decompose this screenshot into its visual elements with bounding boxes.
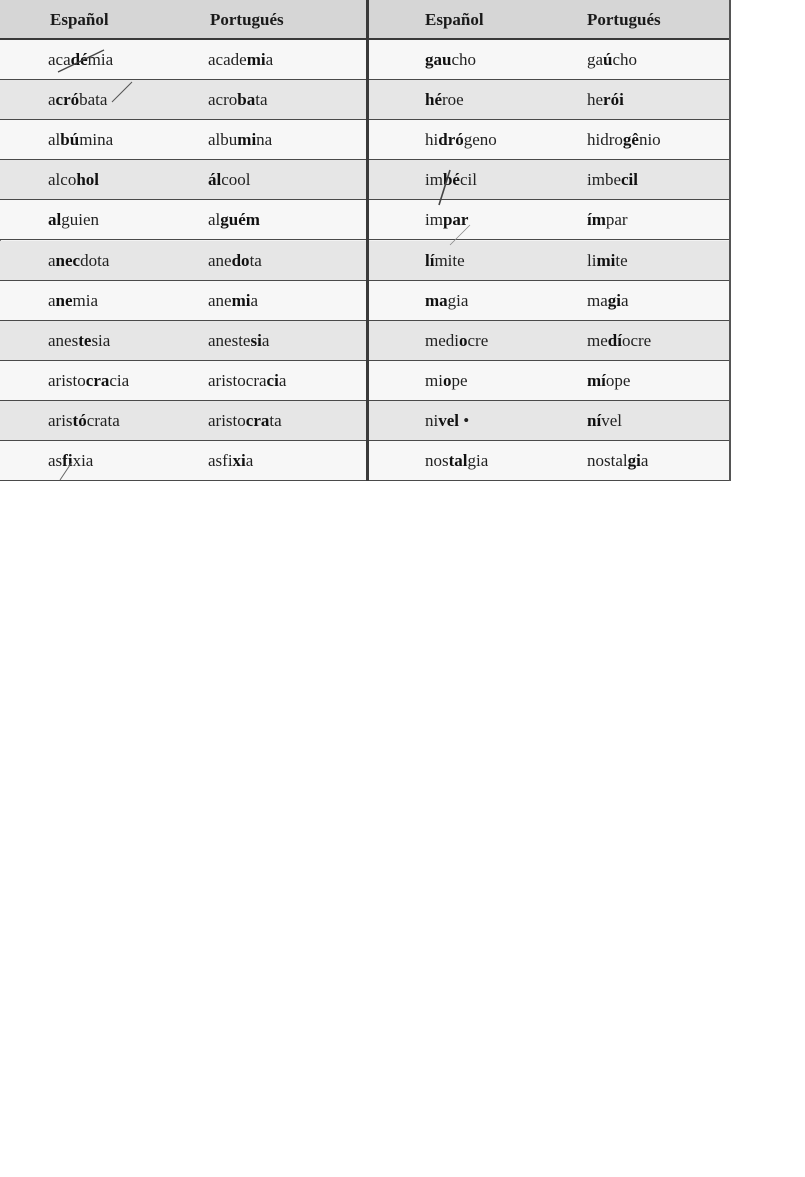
syllable: asfi [208, 451, 233, 470]
syllable: dota [80, 250, 110, 270]
syllable: anes [48, 330, 79, 350]
syllable: na [256, 130, 273, 150]
spanish-word [48, 371, 129, 391]
stressed-syllable: bé [442, 170, 460, 190]
syllable: a [261, 330, 270, 350]
syllable: a [265, 50, 274, 69]
stressed-syllable: lí [425, 250, 435, 270]
table-row [369, 160, 731, 200]
syllable: alco [48, 170, 77, 190]
stressed-syllable: ím [587, 210, 606, 230]
syllable: mia [72, 290, 99, 310]
syllable: ocre [621, 330, 652, 350]
portuguese-word [208, 451, 253, 471]
portuguese-word [208, 90, 268, 110]
stressed-syllable: mí [587, 370, 606, 390]
stressed-syllable: te [78, 330, 92, 350]
stressed-syllable: ne [55, 290, 73, 310]
stressed-syllable: cra [85, 370, 110, 390]
portuguese-word [208, 130, 272, 150]
portuguese-word [208, 251, 262, 271]
stressed-syllable: mi [246, 50, 266, 69]
syllable: mi [425, 370, 443, 390]
stressed-syllable: ba [237, 90, 256, 110]
syllable: ga [587, 50, 604, 69]
syllable: as [48, 451, 63, 470]
spanish-word [425, 170, 477, 190]
syllable: hidro [587, 130, 623, 150]
syllable: geno [463, 130, 497, 150]
syllable: aca [48, 50, 71, 69]
spanish-word [425, 210, 468, 230]
syllable: a [621, 290, 629, 310]
syllable: aristocra [208, 370, 267, 390]
stressed-syllable: dí [607, 330, 622, 350]
syllable: crata [86, 410, 120, 430]
portuguese-word [587, 170, 638, 190]
stressed-syllable: mi [596, 250, 616, 270]
stressed-syllable: fi [62, 451, 73, 470]
syllable: medi [425, 330, 459, 350]
stressed-syllable: nec [55, 250, 81, 270]
stressed-syllable: gê [622, 130, 639, 150]
syllable: hi [425, 130, 439, 150]
table-row [0, 361, 366, 401]
spanish-word [48, 331, 110, 351]
syllable: ma [587, 290, 608, 310]
stressed-syllable: vel [438, 410, 460, 430]
table-row [369, 361, 731, 401]
syllable: ope [605, 370, 631, 390]
portuguese-word [208, 50, 273, 70]
syllable: nos [425, 451, 449, 470]
header-portuguese: Portugués [210, 10, 284, 29]
stressed-syllable: cra [245, 410, 270, 430]
syllable: bata [79, 90, 108, 110]
syllable: albu [208, 130, 238, 150]
syllable: cool [221, 170, 251, 190]
table-row [369, 401, 731, 441]
syllable: ane [208, 290, 232, 310]
stressed-syllable: mi [231, 290, 251, 310]
stressed-syllable: ma [425, 290, 448, 310]
syllable: cho [612, 50, 638, 69]
portuguese-word [587, 50, 637, 70]
stressed-syllable: o [459, 330, 468, 350]
left-column-panel [0, 0, 366, 481]
table-row [369, 80, 731, 120]
spanish-word [48, 90, 107, 110]
table-row [369, 441, 731, 481]
stressed-syllable: ú [603, 50, 613, 69]
spanish-word [425, 130, 497, 150]
syllable: mia [87, 50, 114, 69]
stressed-syllable: tal [448, 451, 468, 470]
syllable: he [587, 90, 604, 110]
spanish-word [425, 50, 476, 70]
table-row [369, 241, 731, 281]
portuguese-word [208, 371, 286, 391]
syllable: a [278, 370, 287, 390]
syllable: me [587, 330, 608, 350]
spanish-word [48, 251, 109, 271]
spanish-word [425, 411, 469, 431]
spanish-word [48, 130, 113, 150]
portuguese-word [208, 210, 260, 230]
table-row [0, 40, 366, 80]
stressed-syllable: o [442, 370, 452, 390]
spanish-word [48, 50, 113, 70]
syllable: sia [91, 330, 111, 350]
syllable: li [587, 250, 597, 270]
table-row [0, 401, 366, 441]
syllable: mite [434, 250, 465, 270]
syllable: ta [269, 410, 282, 430]
table-row [369, 200, 731, 240]
syllable: cho [451, 50, 477, 69]
syllable: aris [48, 410, 73, 430]
syllable: nostal [587, 451, 628, 470]
header-portuguese: Portugués [587, 10, 661, 29]
syllable: acade [208, 50, 247, 69]
stressed-syllable: ci [266, 370, 279, 390]
portuguese-word [208, 411, 282, 431]
spanish-word [425, 291, 468, 311]
right-column-panel [369, 0, 731, 481]
syllable: cia [109, 370, 130, 390]
portuguese-word [587, 291, 629, 311]
syllable: pe [451, 370, 468, 390]
syllable: nio [638, 130, 661, 150]
table-row [0, 200, 366, 240]
syllable: cil [459, 170, 477, 190]
syllable: aneste [208, 330, 251, 350]
spanish-word [425, 331, 488, 351]
table-right-edge [729, 0, 731, 481]
stressed-syllable: hé [425, 90, 442, 110]
syllable: • [459, 410, 470, 430]
syllable: gia [467, 451, 489, 470]
portuguese-word [587, 130, 661, 150]
syllable: guien [61, 210, 100, 230]
syllable: vel [601, 410, 622, 430]
syllable: a [48, 250, 56, 270]
table-row [0, 321, 366, 361]
syllable: xia [72, 451, 94, 470]
syllable: mina [79, 130, 114, 150]
syllable: te [615, 250, 628, 270]
syllable: aristo [208, 410, 246, 430]
stressed-syllable: xi [232, 451, 246, 470]
spanish-word [425, 371, 468, 391]
syllable: cre [467, 330, 489, 350]
stressed-syllable: hol [76, 170, 100, 190]
stressed-syllable: tó [72, 410, 87, 430]
syllable: ni [425, 410, 439, 430]
stressed-syllable: ní [587, 410, 602, 430]
table-row [369, 321, 731, 361]
syllable: im [425, 170, 443, 190]
portuguese-word [587, 371, 630, 391]
stressed-syllable: gau [425, 50, 452, 69]
portuguese-word [208, 170, 251, 190]
stressed-syllable: rói [603, 90, 624, 110]
table-row [0, 281, 366, 321]
left-header-row [0, 0, 366, 40]
right-header-row [369, 0, 731, 40]
portuguese-word [587, 210, 628, 230]
header-spanish: Español [50, 10, 109, 29]
portuguese-word [587, 251, 628, 271]
syllable: a [640, 451, 649, 470]
stressed-syllable: ál [208, 170, 222, 190]
syllable: ta [255, 90, 268, 110]
header-spanish: Español [425, 10, 484, 29]
syllable: ta [249, 250, 262, 270]
stressed-syllable: gi [607, 290, 622, 310]
portuguese-word [587, 331, 651, 351]
stressed-syllable: cil [621, 170, 638, 190]
table-row [369, 40, 731, 80]
spanish-word [48, 210, 99, 230]
spanish-word [425, 90, 464, 110]
syllable: al [48, 130, 61, 150]
syllable: acro [208, 90, 238, 110]
table-row [0, 241, 366, 281]
syllable: par [605, 210, 628, 230]
stressed-syllable: dé [70, 50, 88, 69]
stressed-syllable: gi [627, 451, 641, 470]
spanish-word [425, 251, 465, 271]
syllable: al [208, 210, 221, 230]
table-row [0, 120, 366, 160]
table-row [0, 441, 366, 481]
stressed-syllable: si [250, 330, 262, 350]
table-row [369, 120, 731, 160]
vocabulary-table-scan [0, 0, 731, 481]
stressed-syllable: al [48, 210, 62, 230]
syllable: aristo [48, 370, 86, 390]
syllable: ane [208, 250, 232, 270]
portuguese-word [208, 291, 258, 311]
syllable: roe [442, 90, 464, 110]
portuguese-word [587, 90, 624, 110]
table-row [369, 281, 731, 321]
stressed-syllable: cró [55, 90, 80, 110]
spanish-word [48, 170, 99, 190]
spanish-word [425, 451, 488, 471]
stressed-syllable: bú [60, 130, 80, 150]
portuguese-word [587, 451, 648, 471]
syllable: a [245, 451, 254, 470]
table-row [0, 80, 366, 120]
syllable: a [250, 290, 259, 310]
table-row [0, 160, 366, 200]
syllable: a [48, 290, 56, 310]
stressed-syllable: par [442, 210, 469, 230]
syllable: a [48, 90, 56, 110]
stressed-syllable: dró [438, 130, 464, 150]
syllable: im [425, 210, 443, 230]
spanish-word [48, 411, 120, 431]
stressed-syllable: do [231, 250, 250, 270]
portuguese-word [587, 411, 622, 431]
spanish-word [48, 291, 98, 311]
spanish-word [48, 451, 93, 471]
syllable: imbe [587, 170, 621, 190]
stressed-syllable: guém [220, 210, 260, 230]
stressed-syllable: mi [237, 130, 257, 150]
portuguese-word [208, 331, 269, 351]
syllable: gia [447, 290, 469, 310]
